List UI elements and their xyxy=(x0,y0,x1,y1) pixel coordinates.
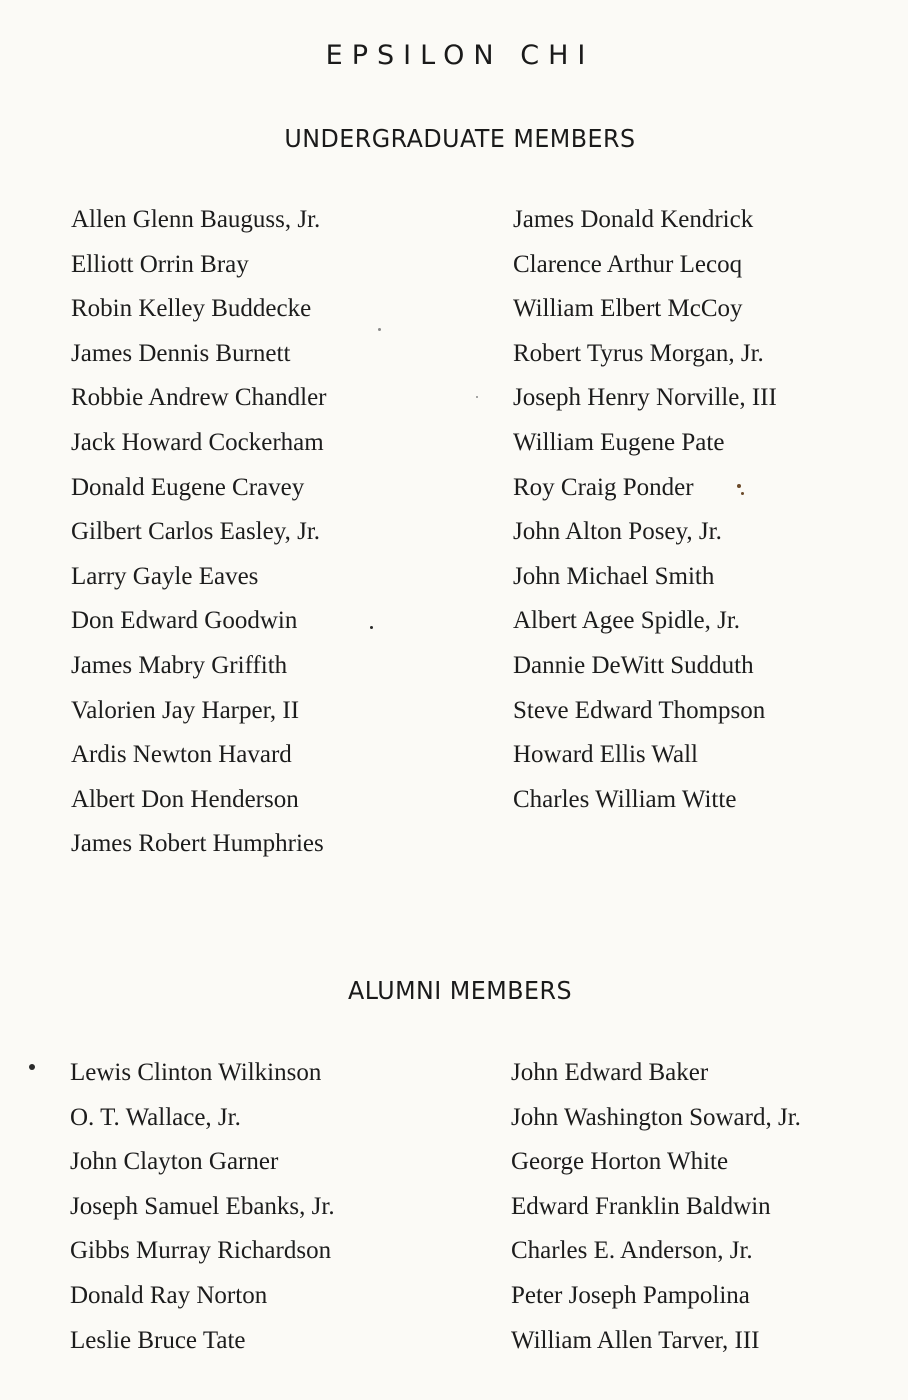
print-speck xyxy=(737,484,741,488)
member-name: Dannie DeWitt Sudduth xyxy=(513,651,754,679)
member-name: Roy Craig Ponder xyxy=(513,473,694,501)
member-name: William Eugene Pate xyxy=(513,428,725,456)
alumni-heading: ALUMNI MEMBERS xyxy=(347,976,572,1005)
member-name: Charles E. Anderson, Jr. xyxy=(511,1237,753,1265)
member-name: Joseph Henry Norville, III xyxy=(513,384,777,412)
alumni-left-column xyxy=(70,1051,335,1363)
member-name: John Clayton Garner xyxy=(70,1148,279,1176)
member-name: Peter Joseph Pampolina xyxy=(511,1281,750,1309)
member-name: Gilbert Carlos Easley, Jr. xyxy=(71,518,321,546)
member-name: James Dennis Burnett xyxy=(71,339,291,367)
member-name: William Elbert McCoy xyxy=(513,295,743,323)
member-name: James Donald Kendrick xyxy=(513,206,754,233)
print-speck xyxy=(476,396,478,398)
member-name: Jack Howard Cockerham xyxy=(71,428,324,456)
member-name: Lewis Clinton Wilkinson xyxy=(70,1059,322,1086)
member-name: Robbie Andrew Chandler xyxy=(71,384,327,412)
alumni-right-column xyxy=(511,1051,801,1363)
member-name: George Horton White xyxy=(511,1148,729,1176)
member-name: Robert Tyrus Morgan, Jr. xyxy=(513,339,764,367)
member-name: Howard Ellis Wall xyxy=(513,741,698,769)
member-name: Edward Franklin Baldwin xyxy=(511,1192,771,1220)
member-name: James Robert Humphries xyxy=(71,830,324,858)
member-name: Clarence Arthur Lecoq xyxy=(513,250,743,278)
chapter-title: EPSILON CHI xyxy=(325,40,595,71)
member-name: Elliott Orrin Bray xyxy=(71,250,249,278)
member-name: Ardis Newton Havard xyxy=(71,741,292,769)
member-name: Steve Edward Thompson xyxy=(513,696,766,724)
member-name: Valorien Jay Harper, II xyxy=(71,696,300,724)
member-name: Albert Agee Spidle, Jr. xyxy=(513,607,741,635)
member-name: John Michael Smith xyxy=(513,562,715,590)
undergraduate-right-column xyxy=(513,198,777,822)
member-name: O. T. Wallace, Jr. xyxy=(70,1103,241,1131)
undergraduate-left-column xyxy=(71,198,327,867)
member-name: William Allen Tarver, III xyxy=(511,1326,760,1354)
member-name: Albert Don Henderson xyxy=(71,785,299,813)
member-name: Leslie Bruce Tate xyxy=(70,1326,246,1354)
member-name: Robin Kelley Buddecke xyxy=(71,295,312,323)
member-name: Donald Eugene Cravey xyxy=(71,473,305,501)
member-name: Allen Glenn Bauguss, Jr. xyxy=(71,206,321,233)
member-name: Charles William Witte xyxy=(513,785,737,813)
member-name: Larry Gayle Eaves xyxy=(71,562,259,590)
print-speck xyxy=(378,328,381,331)
print-speck xyxy=(370,626,373,629)
member-name: John Washington Soward, Jr. xyxy=(511,1103,801,1131)
member-name: John Alton Posey, Jr. xyxy=(513,518,722,546)
member-name: James Mabry Griffith xyxy=(71,651,288,679)
member-name: Gibbs Murray Richardson xyxy=(70,1237,332,1265)
member-name: Don Edward Goodwin xyxy=(71,607,298,635)
undergraduate-heading: UNDERGRADUATE MEMBERS xyxy=(284,124,636,153)
print-speck xyxy=(741,492,744,495)
member-name: Donald Ray Norton xyxy=(70,1281,268,1309)
member-name: Joseph Samuel Ebanks, Jr. xyxy=(70,1192,335,1220)
print-speck xyxy=(29,1064,35,1070)
member-name: John Edward Baker xyxy=(511,1059,709,1086)
